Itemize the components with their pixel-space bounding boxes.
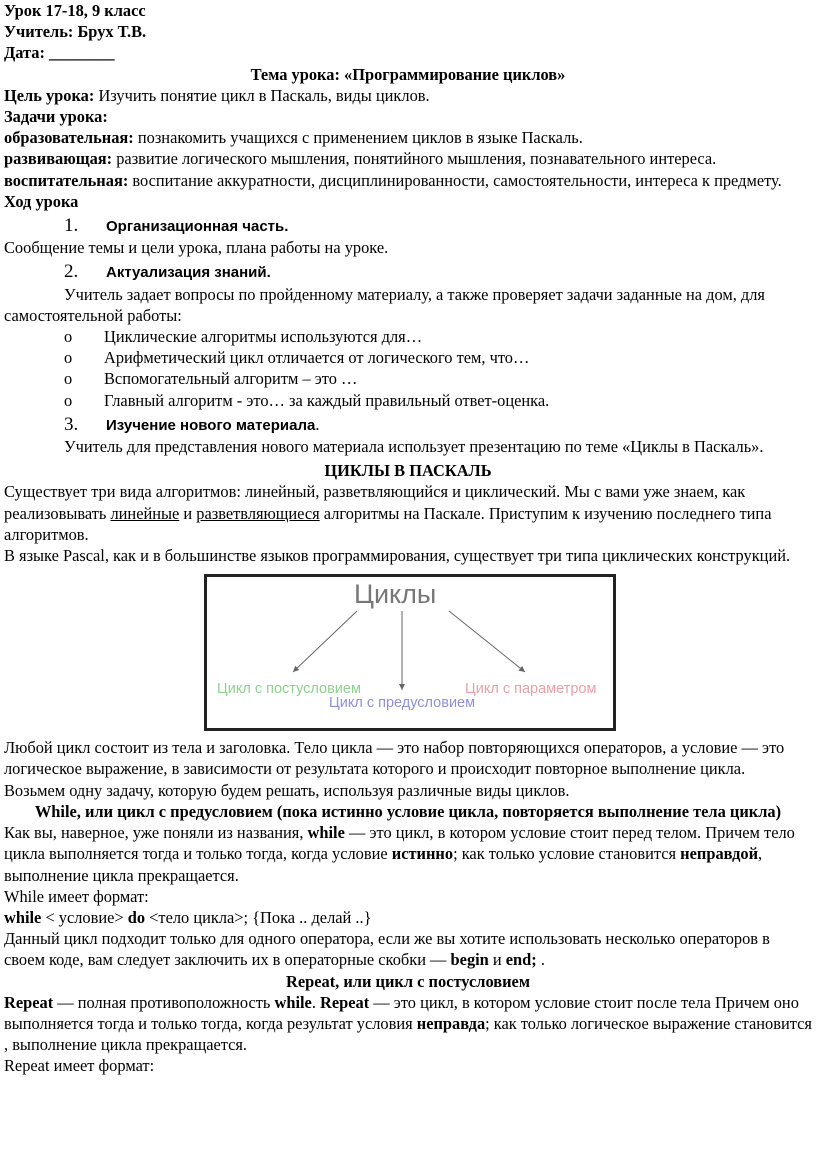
topic-title: Тема урока: «Программирование циклов» — [250, 64, 566, 84]
stage-title: Актуализация знаний. — [106, 264, 271, 282]
task-text: познакомить учащихся с применением циклов в языке Паскаль. — [133, 128, 583, 148]
keyword: while — [4, 907, 42, 927]
text: и — [179, 503, 197, 523]
text: ; как только условие становится — [453, 844, 681, 864]
goal-label: Цель урока: — [4, 85, 95, 105]
para-task: Возьмем одну задачу, которую будем решать, используя различные виды циклов. — [4, 780, 570, 800]
task-label: образовательная: — [4, 128, 134, 148]
stage2-text: Учитель задает вопросы по пройденному материалу, а также проверяет задачи заданные на дом, для самостоятельной работы: — [4, 284, 765, 325]
keyword: while — [307, 823, 345, 843]
keyword: истинно — [391, 844, 454, 864]
list-item: o Вспомогательный алгоритм – это … — [62, 368, 812, 389]
list-item: o Циклические алгоритмы используются для… — [62, 326, 812, 347]
text: — это цикл, в котором условие стоит после тела Причем оно выполняется тогда и только тогда, когда результат условия — [4, 992, 799, 1033]
text: . — [536, 950, 545, 970]
questions-list — [4, 326, 812, 411]
while-title: While, или цикл с предусловием (пока истинно условие цикла, повторяется выполнение тела цикла) — [34, 801, 782, 821]
task-upbringing — [4, 170, 812, 191]
para-loop-structure: Любой цикл состоит из тела и заголовка. Тело цикла — это набор повторяющихся операторов, а условие — это логическое выражение, в зависимости от результата которого и происходит повторное выполнение цикла. — [4, 738, 785, 779]
text: , выполнение цикла прекращается. — [4, 844, 763, 885]
arrow-right — [449, 611, 525, 672]
text: — это цикл, в котором условие стоит перед телом. Причем тело цикла выполняется тогда и только тогда, когда условие — [4, 823, 795, 864]
section-title: ЦИКЛЫ В ПАСКАЛЬ — [324, 461, 492, 481]
while-format-label: While имеет формат: — [4, 886, 149, 906]
repeat-format-label: Repeat имеет формат: — [4, 1056, 155, 1076]
arrow-left — [293, 611, 357, 672]
text: Существует три вида алгоритмов: линейный, разветвляющийся и циклический. Мы с вами уже знаем, как реализовывать — [4, 482, 746, 523]
stage-number: 1. — [64, 215, 79, 237]
keyword: Repeat — [320, 992, 370, 1012]
stage2-heading — [4, 261, 812, 283]
teacher-label: Учитель: Брух Т.В. — [4, 22, 147, 42]
stage-number: 2. — [64, 261, 79, 283]
text: алгоритмы на Паскале. Приступим к изучению последнего типа алгоритмов. — [4, 503, 772, 544]
text: Как вы, наверное, уже поняли из названия, — [4, 823, 308, 843]
stage1-text: Сообщение темы и цели урока, плана работы на уроке. — [4, 238, 389, 258]
task-label: развивающая: — [4, 149, 113, 169]
stage1-heading — [4, 215, 812, 237]
diagram-right-label: Цикл с параметром — [465, 681, 597, 698]
task-text: воспитание аккуратности, дисциплинированности, самостоятельности, интереса к предмету. — [128, 170, 782, 190]
stage-title: Организационная часть. — [106, 218, 289, 236]
stage-number: 3. — [64, 413, 79, 435]
goal-text: Изучить понятие цикл в Паскаль, виды циклов. — [94, 85, 430, 105]
text: . — [311, 992, 321, 1012]
keyword: Repeat — [4, 992, 54, 1012]
text: ; как только логическое выражение становится , выполнение цикла прекращается. — [4, 1013, 812, 1055]
task-text: развитие логического мышления, понятийного мышления, познавательного интереса. — [112, 149, 717, 169]
diagram-middle-label: Цикл с предусловием — [329, 695, 476, 712]
diagram-left-label: Цикл с постусловием — [217, 681, 361, 698]
list-item: o Главный алгоритм - это… за каждый правильный ответ-оценка. — [62, 390, 812, 411]
stage3-heading — [4, 414, 812, 436]
list-item: o Арифметический цикл отличается от логического тем, что… — [62, 347, 812, 368]
stage-title: Изучение нового материала — [106, 416, 316, 434]
task-educational — [4, 127, 812, 148]
para-pascal-loops: В языке Pascal, как и в большинстве языков программирования, существует три типа циклических конструкций. — [4, 546, 791, 566]
tasks-title: Задачи урока: — [4, 107, 108, 127]
text: — полная противоположность — [53, 992, 275, 1012]
while-para — [4, 822, 812, 886]
para-algorithms — [4, 481, 812, 545]
keyword: while — [274, 992, 312, 1012]
course-title: Ход урока — [4, 191, 79, 211]
keyword: неправдой — [680, 844, 759, 864]
link-linear[interactable]: линейные — [110, 503, 180, 523]
repeat-para — [4, 992, 812, 1056]
keyword: begin — [450, 950, 489, 970]
keyword: end; — [505, 950, 537, 970]
keyword: do — [127, 907, 146, 927]
loops-diagram — [204, 574, 616, 731]
date-label: Дата: ________ — [4, 43, 115, 63]
goal-line — [4, 85, 812, 106]
text: Данный цикл подходит только для одного оператора, если же вы хотите использовать несколько операторов в своем коде, вам следует заключить их в операторные скобки — — [4, 929, 770, 970]
stage-title-end: . — [315, 414, 320, 434]
keyword: неправда — [416, 1013, 486, 1033]
link-branching[interactable]: разветвляющиеся — [196, 503, 320, 523]
lesson-label: Урок 17-18, 9 класс — [4, 1, 146, 20]
while-format — [4, 907, 812, 928]
stage3-text: Учитель для представления нового материала использует презентацию по теме «Циклы в Паскаль». — [64, 437, 764, 457]
while-note — [4, 928, 812, 970]
text: и — [488, 950, 506, 970]
task-developing — [4, 148, 812, 169]
text: <тело цикла>; {Пока .. делай ..} — [145, 907, 372, 927]
task-label: воспитательная: — [4, 170, 129, 190]
diagram-title: Циклы — [354, 579, 437, 610]
repeat-title: Repeat, или цикл с постусловием — [286, 971, 530, 991]
text: < условие> — [41, 907, 128, 927]
